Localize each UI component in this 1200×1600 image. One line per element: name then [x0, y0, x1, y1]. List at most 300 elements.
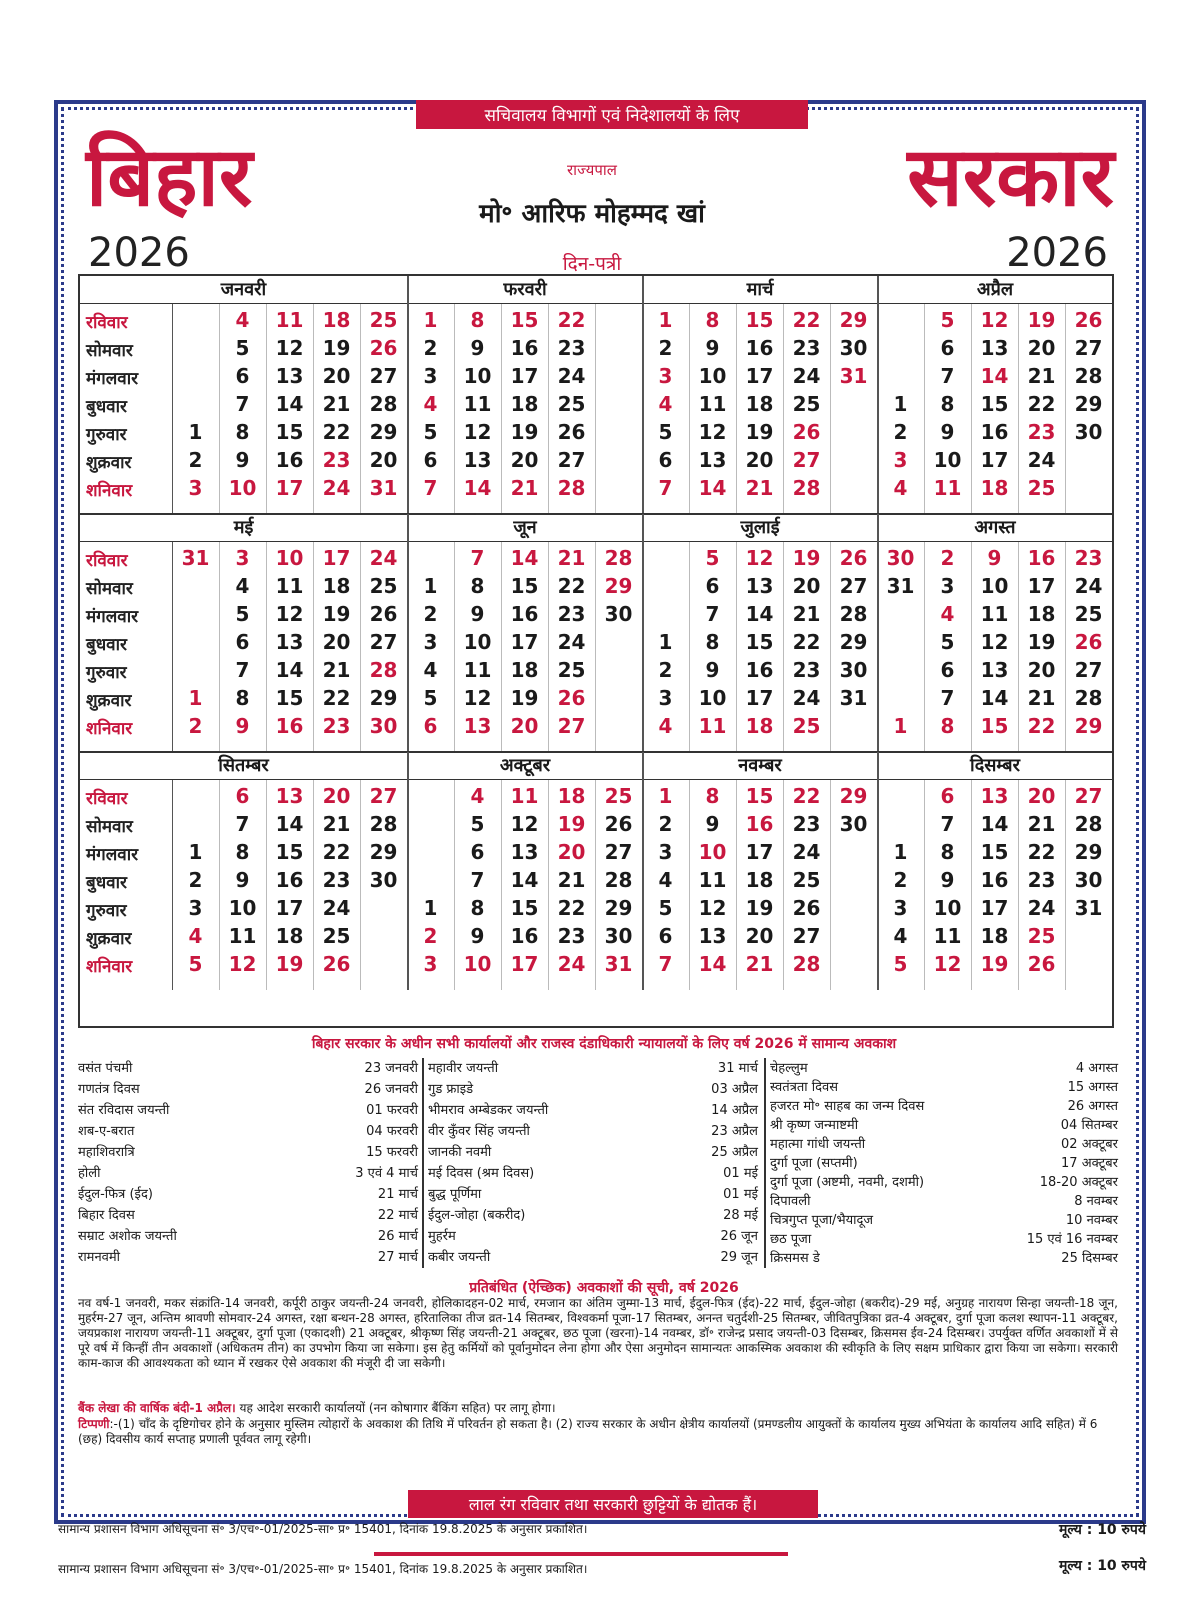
date-cell: 1: [423, 896, 438, 920]
date-cell: 27: [1074, 336, 1103, 360]
holiday-row: [428, 1100, 758, 1121]
holiday-name: भीमराव अम्बेडकर जयन्ती: [428, 1103, 549, 1118]
holiday-row: [428, 1184, 758, 1205]
holiday-row: [428, 1058, 758, 1079]
date-cell: 3: [940, 574, 955, 598]
date-cell: 1: [658, 784, 673, 808]
date-cell: 27: [369, 364, 398, 388]
date-cell: 13: [698, 924, 727, 948]
day-name: बुधवार: [86, 635, 127, 655]
bank-label: बैंक लेखा की वार्षिक बंदी-1 अप्रैल।: [78, 1401, 236, 1415]
date-cell: 22: [322, 420, 351, 444]
date-cell: 25: [1074, 602, 1103, 626]
date-cell: 3: [188, 476, 203, 500]
date-cell: 8: [705, 308, 720, 332]
holiday-name: दुर्गा पूजा (सप्तमी): [770, 1156, 858, 1171]
date-cell: 23: [557, 602, 586, 626]
date-cell: 11: [463, 392, 492, 416]
holiday-date: 25 अप्रैल: [711, 1145, 758, 1160]
date-cell: 20: [1027, 658, 1056, 682]
holiday-name: चित्रगुप्त पूजा/भैयादूज: [770, 1213, 874, 1228]
date-cell: 29: [1074, 714, 1103, 738]
date-cell: 2: [658, 336, 673, 360]
date-cell: 25: [557, 392, 586, 416]
date-cell: 22: [322, 840, 351, 864]
holiday-name: महाशिवरात्रि: [78, 1145, 135, 1160]
month-header: जून: [407, 514, 642, 542]
date-cell: 26: [557, 420, 586, 444]
holiday-date: 26 मार्च: [377, 1229, 418, 1244]
day-name: सोमवार: [86, 341, 133, 361]
date-cell: 27: [792, 448, 821, 472]
date-cell: 28: [1074, 686, 1103, 710]
date-cell: 7: [235, 392, 250, 416]
date-cell: 9: [705, 336, 720, 360]
date-cell: 9: [470, 924, 485, 948]
date-cell: 2: [893, 420, 908, 444]
date-cell: 3: [658, 364, 673, 388]
holiday-row: [428, 1079, 758, 1100]
date-cell: 6: [658, 448, 673, 472]
day-name: शनिवार: [86, 957, 133, 977]
date-cell: 8: [470, 308, 485, 332]
month-header: मई: [80, 514, 407, 542]
date-cell: 19: [275, 952, 304, 976]
holiday-name: मुहर्रम: [428, 1229, 456, 1244]
holiday-name: स्वतंत्रता दिवस: [770, 1080, 839, 1095]
date-cell: 26: [792, 420, 821, 444]
holiday-name: संत रविदास जयन्ती: [78, 1103, 170, 1118]
holiday-row: [770, 1210, 1118, 1229]
date-cell: 19: [557, 812, 586, 836]
holidays-column-1: [78, 1058, 418, 1268]
date-cell: 11: [698, 868, 727, 892]
date-cell: 24: [322, 896, 351, 920]
date-cell: 25: [792, 392, 821, 416]
holiday-date: 01 फरवरी: [366, 1103, 418, 1118]
date-cell: 21: [510, 476, 539, 500]
date-cell: 18: [510, 658, 539, 682]
date-cell: 21: [745, 476, 774, 500]
date-cell: 7: [940, 364, 955, 388]
date-cell: 8: [940, 714, 955, 738]
date-cell: 28: [604, 868, 633, 892]
date-cell: 27: [839, 574, 868, 598]
date-cell: 23: [1074, 546, 1103, 570]
holiday-row: [78, 1142, 418, 1163]
date-cell: 28: [557, 476, 586, 500]
date-cell: 9: [940, 868, 955, 892]
date-cell: 22: [1027, 714, 1056, 738]
holiday-row: [428, 1205, 758, 1226]
date-cell: 7: [423, 476, 438, 500]
date-cell: 3: [423, 630, 438, 654]
date-cell: 1: [658, 630, 673, 654]
price: मूल्य : 10 रुपये: [1058, 1522, 1146, 1538]
day-name: शनिवार: [86, 719, 133, 739]
holiday-name: गणतंत्र दिवस: [78, 1082, 140, 1097]
date-cell: 18: [510, 392, 539, 416]
holiday-date: 23 जनवरी: [364, 1061, 418, 1076]
date-cell: 2: [423, 336, 438, 360]
date-cell: 12: [745, 546, 774, 570]
date-cell: 23: [792, 336, 821, 360]
holiday-date: 15 अगस्त: [1067, 1080, 1118, 1095]
holiday-name: मई दिवस (श्रम दिवस): [428, 1166, 535, 1181]
date-cell: 4: [188, 924, 203, 948]
holiday-date: 02 अक्टूबर: [1061, 1137, 1118, 1152]
date-cell: 27: [369, 784, 398, 808]
bottom-banner: लाल रंग रविवार तथा सरकारी छुट्टियों के द्योतक हैं।: [408, 1490, 818, 1518]
date-cell: 30: [839, 812, 868, 836]
publication-notice-repeat: सामान्य प्रशासन विभाग अधिसूचना सं॰ 3/एच॰-01/2025-सा॰ प्र॰ 15401, दिनांक 19.8.2025 के अनुसार प्रकाशित।: [58, 1562, 588, 1576]
date-cell: 14: [980, 812, 1009, 836]
date-cell: 25: [604, 784, 633, 808]
holiday-date: 29 जून: [720, 1250, 758, 1265]
date-cell: 29: [839, 784, 868, 808]
date-cell: 15: [510, 896, 539, 920]
date-cell: 18: [322, 308, 351, 332]
date-cell: 16: [510, 602, 539, 626]
holiday-name: क्रिसमस डे: [770, 1251, 820, 1266]
date-cell: 3: [423, 364, 438, 388]
date-cell: 3: [658, 840, 673, 864]
date-cell: 16: [980, 868, 1009, 892]
date-cell: 20: [322, 364, 351, 388]
date-cell: 28: [792, 952, 821, 976]
calendar-inner: [72, 106, 1128, 1514]
date-cell: 2: [423, 924, 438, 948]
date-cell: 22: [792, 784, 821, 808]
date-cell: 1: [188, 686, 203, 710]
holiday-row: [78, 1100, 418, 1121]
date-cell: 21: [1027, 364, 1056, 388]
day-name: शुक्रवार: [86, 453, 132, 473]
date-cell: 7: [940, 812, 955, 836]
date-cell: 13: [275, 784, 304, 808]
date-cell: 7: [470, 868, 485, 892]
date-cell: 18: [980, 924, 1009, 948]
date-cell: 2: [188, 868, 203, 892]
date-cell: 2: [658, 812, 673, 836]
date-cell: 4: [470, 784, 485, 808]
holiday-date: 26 जनवरी: [364, 1082, 418, 1097]
date-cell: 26: [369, 336, 398, 360]
date-cell: 24: [1074, 574, 1103, 598]
date-cell: 18: [557, 784, 586, 808]
remarks-note: [78, 1417, 1118, 1447]
date-cell: 17: [745, 840, 774, 864]
date-cell: 4: [893, 924, 908, 948]
date-cell: 14: [463, 476, 492, 500]
date-cell: 8: [940, 840, 955, 864]
date-cell: 9: [235, 448, 250, 472]
date-cell: 15: [745, 630, 774, 654]
date-cell: 16: [510, 336, 539, 360]
date-cell: 5: [423, 420, 438, 444]
date-cell: 5: [940, 308, 955, 332]
holiday-date: 15 एवं 16 नवम्बर: [1026, 1232, 1118, 1247]
date-cell: 17: [745, 686, 774, 710]
date-cell: 12: [228, 952, 257, 976]
date-cell: 9: [235, 868, 250, 892]
date-cell: 23: [792, 812, 821, 836]
date-cell: 24: [557, 364, 586, 388]
holidays-title: बिहार सरकार के अधीन सभी कार्यालयों और राजस्व दंडाधिकारी न्यायालयों के लिए वर्ष 2026 में सामान्य अवकाश: [311, 1036, 897, 1052]
date-cell: 14: [980, 364, 1009, 388]
date-cell: 7: [658, 476, 673, 500]
month-header: सितम्बर: [80, 752, 407, 780]
date-cell: 26: [792, 896, 821, 920]
date-cell: 11: [933, 476, 962, 500]
holiday-name: होली: [78, 1166, 101, 1181]
holiday-name: रामनवमी: [78, 1250, 121, 1265]
date-cell: 20: [792, 574, 821, 598]
date-cell: 1: [188, 420, 203, 444]
date-cell: 31: [839, 686, 868, 710]
date-cell: 11: [228, 924, 257, 948]
date-cell: 2: [188, 714, 203, 738]
holiday-row: [428, 1142, 758, 1163]
holiday-date: 04 सितम्बर: [1060, 1118, 1118, 1133]
date-cell: 27: [369, 630, 398, 654]
date-cell: 10: [698, 364, 727, 388]
date-cell: 10: [698, 686, 727, 710]
date-cell: 31: [1074, 896, 1103, 920]
holiday-name: ईदुल-फित्र (ईद): [78, 1187, 153, 1202]
date-cell: 24: [557, 952, 586, 976]
date-cell: 4: [658, 868, 673, 892]
date-cell: 13: [510, 840, 539, 864]
date-cell: 29: [839, 630, 868, 654]
month-header: जनवरी: [80, 276, 407, 304]
date-cell: 6: [658, 924, 673, 948]
day-name: गुरुवार: [86, 425, 127, 445]
date-cell: 16: [275, 714, 304, 738]
date-cell: 21: [1027, 812, 1056, 836]
top-banner: सचिवालय विभागों एवं निदेशालयों के लिए: [416, 100, 808, 129]
date-cell: 25: [369, 308, 398, 332]
date-cell: 11: [510, 784, 539, 808]
date-cell: 1: [893, 714, 908, 738]
holiday-date: 04 फरवरी: [366, 1124, 418, 1139]
date-cell: 14: [275, 392, 304, 416]
date-cell: 18: [1027, 602, 1056, 626]
holiday-row: [770, 1134, 1118, 1153]
date-cell: 17: [980, 896, 1009, 920]
date-cell: 29: [839, 308, 868, 332]
date-cell: 20: [745, 448, 774, 472]
date-cell: 29: [604, 574, 633, 598]
holiday-date: 25 दिसम्बर: [1061, 1251, 1118, 1266]
holiday-date: 27 मार्च: [377, 1250, 418, 1265]
date-cell: 12: [698, 896, 727, 920]
date-cell: 13: [745, 574, 774, 598]
date-cell: 12: [980, 308, 1009, 332]
holiday-date: 31 मार्च: [717, 1061, 758, 1076]
date-cell: 23: [322, 868, 351, 892]
date-cell: 21: [322, 658, 351, 682]
day-name: मंगलवार: [86, 369, 139, 389]
holiday-name: दुर्गा पूजा (अष्टमी, नवमी, दशमी): [770, 1175, 925, 1190]
date-cell: 20: [557, 840, 586, 864]
holidays-column-3: [764, 1058, 1118, 1268]
date-cell: 14: [745, 602, 774, 626]
date-cell: 9: [470, 602, 485, 626]
date-cell: 21: [557, 546, 586, 570]
date-cell: 11: [698, 714, 727, 738]
date-cell: 8: [940, 392, 955, 416]
date-cell: 17: [1027, 574, 1056, 598]
holiday-row: [770, 1096, 1118, 1115]
date-cell: 27: [557, 448, 586, 472]
date-cell: 30: [839, 658, 868, 682]
date-cell: 25: [792, 714, 821, 738]
date-cell: 17: [510, 630, 539, 654]
date-cell: 29: [369, 840, 398, 864]
date-cell: 20: [510, 448, 539, 472]
date-cell: 14: [698, 476, 727, 500]
date-cell: 6: [423, 448, 438, 472]
date-cell: 10: [228, 896, 257, 920]
date-cell: 3: [893, 896, 908, 920]
month-header: फरवरी: [407, 276, 642, 304]
date-cell: 30: [604, 602, 633, 626]
day-name: सोमवार: [86, 579, 133, 599]
date-cell: 17: [745, 364, 774, 388]
date-cell: 28: [1074, 812, 1103, 836]
date-cell: 22: [1027, 840, 1056, 864]
date-cell: 27: [792, 924, 821, 948]
date-cell: 5: [658, 420, 673, 444]
date-cell: 28: [369, 392, 398, 416]
date-cell: 15: [980, 392, 1009, 416]
date-cell: 6: [940, 658, 955, 682]
date-cell: 27: [557, 714, 586, 738]
optional-holidays-text: नव वर्ष-1 जनवरी, मकर संक्रांति-14 जनवरी, कर्पूरी ठाकुर जयन्ती-24 जनवरी, होलिकादहन-02 मार्च, रमजान का अंतिम जुम्मा-13 मार्च, ईदुल-फित्र (ईद)-22 मार्च, ईदुल-जोहा (बकरीद)-29 मई, अनुग्रह नारायण सिन्हा जयन्ती-18 जून, मुहर्रम-27 जून, अन्तिम श्रावणी सोमवार-24 अगस्त, रक्षा बन्धन-28 अगस्त, हरितालिका तीज व्रत-14 सितम्बर, विश्वकर्मा पूजा-17 सितम्बर, अनन्त चतुर्दशी-25 सितम्बर, जीवितपुत्रिका व्रत-4 अक्टूबर, दुर्गा पूजा कलश स्थापन-11 अक्टूबर, जयप्रकाश नारायण जयन्ती-11 अक्टूबर, दुर्गा पूजा (एकादशी) 21 अक्टूबर, श्रीकृष्ण सिंह जयन्ती-21 अक्टूबर, छठ पूजा (खरना)-14 नवम्बर, डॉ॰ राजेन्द्र प्रसाद जयन्ती-03 दिसम्बर, क्रिसमस ईव-24 दिसम्बर। उपर्युक्त वर्णित अवकाशों में से पूरे वर्ष में किन्हीं तीन अवकाशों (अधिकतम तीन) का उपभोग किया जा सकेगा। इस हेतु कर्मियों को पूर्वानुमोदन लेना होगा और ऐसा अनुमोदन सामान्यतः आकस्मिक अवकाश की स्वीकृति के लिए सक्षम प्राधिकार द्वारा किया जा सकेगा। सरकारी काम-काज की आवश्यकता को ध्यान में रखकर ऐसे अवकाश की मंजूरी दी जा सकेगी।: [78, 1296, 1118, 1370]
date-cell: 4: [658, 392, 673, 416]
date-cell: 9: [940, 420, 955, 444]
optional-holidays-title: प्रतिबंधित (ऐच्छिक) अवकाशों की सूची, वर्ष 2026: [469, 1280, 739, 1296]
date-cell: 28: [369, 658, 398, 682]
year-right: 2026: [1006, 230, 1108, 276]
date-cell: 8: [705, 784, 720, 808]
holiday-row: [428, 1121, 758, 1142]
holiday-name: हजरत मो॰ साहब का जन्म दिवस: [770, 1099, 925, 1114]
date-cell: 24: [322, 476, 351, 500]
date-cell: 13: [463, 448, 492, 472]
date-cell: 30: [886, 546, 915, 570]
date-cell: 5: [658, 896, 673, 920]
date-cell: 3: [658, 686, 673, 710]
date-cell: 17: [510, 952, 539, 976]
date-cell: 25: [369, 574, 398, 598]
date-cell: 19: [510, 420, 539, 444]
bank-closing-note: [78, 1401, 1118, 1416]
date-cell: 7: [658, 952, 673, 976]
date-cell: 2: [423, 602, 438, 626]
date-cell: 23: [322, 714, 351, 738]
date-cell: 15: [275, 420, 304, 444]
date-cell: 21: [1027, 686, 1056, 710]
day-name: मंगलवार: [86, 607, 139, 627]
month-header: अक्टूबर: [407, 752, 642, 780]
date-cell: 6: [423, 714, 438, 738]
date-cell: 18: [980, 476, 1009, 500]
date-cell: 8: [235, 420, 250, 444]
date-cell: 19: [792, 546, 821, 570]
holiday-row: [770, 1115, 1118, 1134]
date-cell: 15: [510, 574, 539, 598]
date-cell: 26: [1074, 630, 1103, 654]
date-cell: 19: [980, 952, 1009, 976]
remarks-label: टिप्पणी: [78, 1417, 110, 1431]
date-cell: 11: [463, 658, 492, 682]
date-cell: 14: [275, 658, 304, 682]
date-cell: 20: [369, 448, 398, 472]
day-name: मंगलवार: [86, 845, 139, 865]
date-cell: 31: [839, 364, 868, 388]
month-header: मार्च: [642, 276, 877, 304]
date-cell: 2: [188, 448, 203, 472]
date-cell: 10: [463, 630, 492, 654]
date-cell: 4: [658, 714, 673, 738]
holiday-date: 15 फरवरी: [366, 1145, 418, 1160]
date-cell: 10: [463, 952, 492, 976]
date-cell: 16: [510, 924, 539, 948]
date-cell: 20: [1027, 784, 1056, 808]
date-cell: 10: [463, 364, 492, 388]
date-cell: 16: [980, 420, 1009, 444]
day-name: बुधवार: [86, 873, 127, 893]
date-cell: 14: [698, 952, 727, 976]
date-cell: 2: [940, 546, 955, 570]
holiday-row: [770, 1077, 1118, 1096]
date-cell: 18: [745, 392, 774, 416]
date-cell: 13: [698, 448, 727, 472]
date-cell: 14: [275, 812, 304, 836]
date-cell: 2: [893, 868, 908, 892]
date-cell: 28: [369, 812, 398, 836]
date-cell: 26: [1027, 952, 1056, 976]
day-name: रविवार: [86, 789, 128, 809]
date-cell: 21: [322, 392, 351, 416]
date-cell: 29: [369, 420, 398, 444]
date-cell: 9: [987, 546, 1002, 570]
date-cell: 21: [557, 868, 586, 892]
date-cell: 4: [423, 392, 438, 416]
governor-name: मो॰ आरिफ मोहम्मद खां: [479, 199, 705, 229]
day-name: गुरुवार: [86, 663, 127, 683]
date-cell: 12: [510, 812, 539, 836]
date-cell: 24: [792, 840, 821, 864]
day-name: शनिवार: [86, 481, 133, 501]
calendar-title: दिन-पत्री: [562, 253, 622, 275]
holiday-name: जानकी नवमी: [428, 1145, 492, 1160]
date-cell: 28: [1074, 364, 1103, 388]
date-cell: 31: [886, 574, 915, 598]
date-cell: 26: [369, 602, 398, 626]
holiday-date: 10 नवम्बर: [1065, 1213, 1118, 1228]
date-cell: 9: [705, 812, 720, 836]
date-cell: 5: [235, 336, 250, 360]
date-cell: 22: [322, 686, 351, 710]
date-cell: 15: [275, 686, 304, 710]
day-name: शुक्रवार: [86, 929, 132, 949]
date-cell: 23: [1027, 868, 1056, 892]
holiday-row: [78, 1226, 418, 1247]
date-cell: 10: [933, 896, 962, 920]
